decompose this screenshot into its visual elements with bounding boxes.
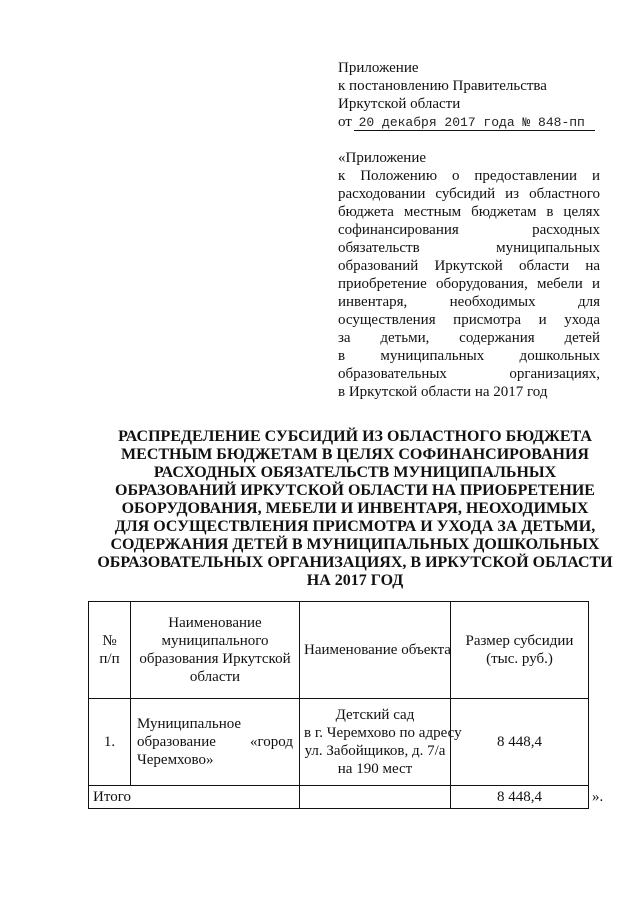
header-object-cell [300, 602, 451, 699]
row-object-line: на 190 мест [337, 761, 413, 777]
header-municipality-line: муниципального [161, 633, 269, 649]
quoted-appendix-line: осуществления присмотра и ухода [338, 312, 600, 328]
quoted-appendix [338, 149, 600, 401]
date-prefix: от [338, 114, 352, 130]
header-subsidy-line: Размер субсидии [465, 633, 574, 649]
row-municipality-cell [131, 699, 300, 786]
row-municipality-line: Муниципальное [137, 716, 242, 732]
quoted-appendix-line: приобретение оборудования, мебели и [338, 276, 600, 292]
table-total-row [89, 786, 589, 809]
quoted-appendix-line: софинансирования расходных [338, 222, 600, 238]
quoted-appendix-line: образований Иркутской области на [338, 258, 600, 274]
subsidy-table-wrapper [88, 601, 589, 809]
row-object-line: в г. Черемхово по адресу [304, 725, 462, 741]
row-object-line: Детский сад [335, 707, 415, 723]
closing-quote-mark: ». [592, 789, 604, 805]
appendix-date-line [338, 113, 600, 131]
total-object-cell [300, 786, 451, 809]
appendix-title: Приложение [338, 60, 419, 76]
appendix-resolution-reference: к постановлению Правительства [338, 78, 547, 94]
document-heading [78, 428, 632, 590]
heading-line: НА 2017 ГОД [306, 572, 404, 589]
quoted-appendix-line: «Приложение [338, 150, 427, 166]
header-object-line: Наименование объекта [304, 642, 451, 658]
quoted-appendix-line: к Положению о предоставлении и [338, 168, 600, 184]
row-number-cell: 1. [89, 699, 131, 786]
quoted-appendix-line: в муниципальных дошкольных [338, 348, 600, 364]
row-municipality-line: Черемхово» [137, 752, 214, 768]
quoted-appendix-line: образовательных организациях, [338, 366, 600, 382]
row-object-line: ул. Забойщиков, д. 7/а [304, 743, 446, 759]
quoted-appendix-line: инвентаря, необходимых для [338, 294, 600, 310]
appendix-reference [338, 59, 600, 131]
heading-line: ОБРАЗОВАТЕЛЬНЫХ ОРГАНИЗАЦИЯХ, В ИРКУТСКОЙ ОБЛАСТИ [97, 554, 613, 571]
quoted-appendix-line: расходовании субсидий из областного [338, 186, 600, 202]
quoted-appendix-line: за детьми, содержания детей [338, 330, 600, 346]
header-subsidy-line: (тыс. руб.) [486, 651, 553, 667]
resolution-date-number: 20 декабря 2017 года № 848-пп [354, 115, 595, 131]
heading-line: РАСХОДНЫХ ОБЯЗАТЕЛЬСТВ МУНИЦИПАЛЬНЫХ [153, 464, 557, 481]
heading-line: СОДЕРЖАНИЯ ДЕТЕЙ В МУНИЦИПАЛЬНЫХ ДОШКОЛЬНЫХ [110, 536, 600, 553]
heading-line: ОБОРУДОВАНИЯ, МЕБЕЛИ И ИНВЕНТАРЯ, НЕОХОДИМЫХ [121, 500, 589, 517]
quoted-appendix-line: в Иркутской области на 2017 год [338, 384, 548, 400]
heading-line: ДЛЯ ОСУЩЕСТВЛЕНИЯ ПРИСМОТРА И УХОДА ЗА ДЕТЬМИ, [114, 518, 596, 535]
header-number-cell [89, 602, 131, 699]
header-number-line: № [102, 633, 117, 649]
heading-line: ОБРАЗОВАНИЙ ИРКУТСКОЙ ОБЛАСТИ НА ПРИОБРЕТЕНИЕ [115, 482, 595, 499]
header-number-line: п/п [99, 651, 120, 667]
total-label-cell: Итого [89, 786, 300, 809]
heading-line: МЕСТНЫМ БЮДЖЕТАМ В ЦЕЛЯХ СОФИНАНСИРОВАНИЯ [121, 446, 589, 463]
quoted-appendix-line: обязательств муниципальных [338, 240, 600, 256]
header-municipality-line: Наименование [168, 615, 262, 631]
row-subsidy-cell: 8 448,4 [451, 699, 589, 786]
subsidy-distribution-table [88, 601, 589, 809]
heading-line: РАСПРЕДЕЛЕНИЕ СУБСИДИЙ ИЗ ОБЛАСТНОГО БЮДЖЕТА [118, 428, 592, 445]
header-municipality-line: образования Иркутской [139, 651, 291, 667]
header-municipality-cell [131, 602, 300, 699]
row-object-cell [300, 699, 462, 786]
table-row [89, 699, 589, 786]
row-municipality-line: образование «город [137, 734, 293, 750]
total-subsidy-cell: 8 448,4 [451, 786, 589, 809]
header-municipality-line: области [189, 669, 241, 685]
table-header-row [89, 602, 589, 699]
header-subsidy-cell [451, 602, 589, 699]
appendix-region: Иркутской области [338, 96, 461, 112]
quoted-appendix-line: бюджета местным бюджетам в целях [338, 204, 600, 220]
